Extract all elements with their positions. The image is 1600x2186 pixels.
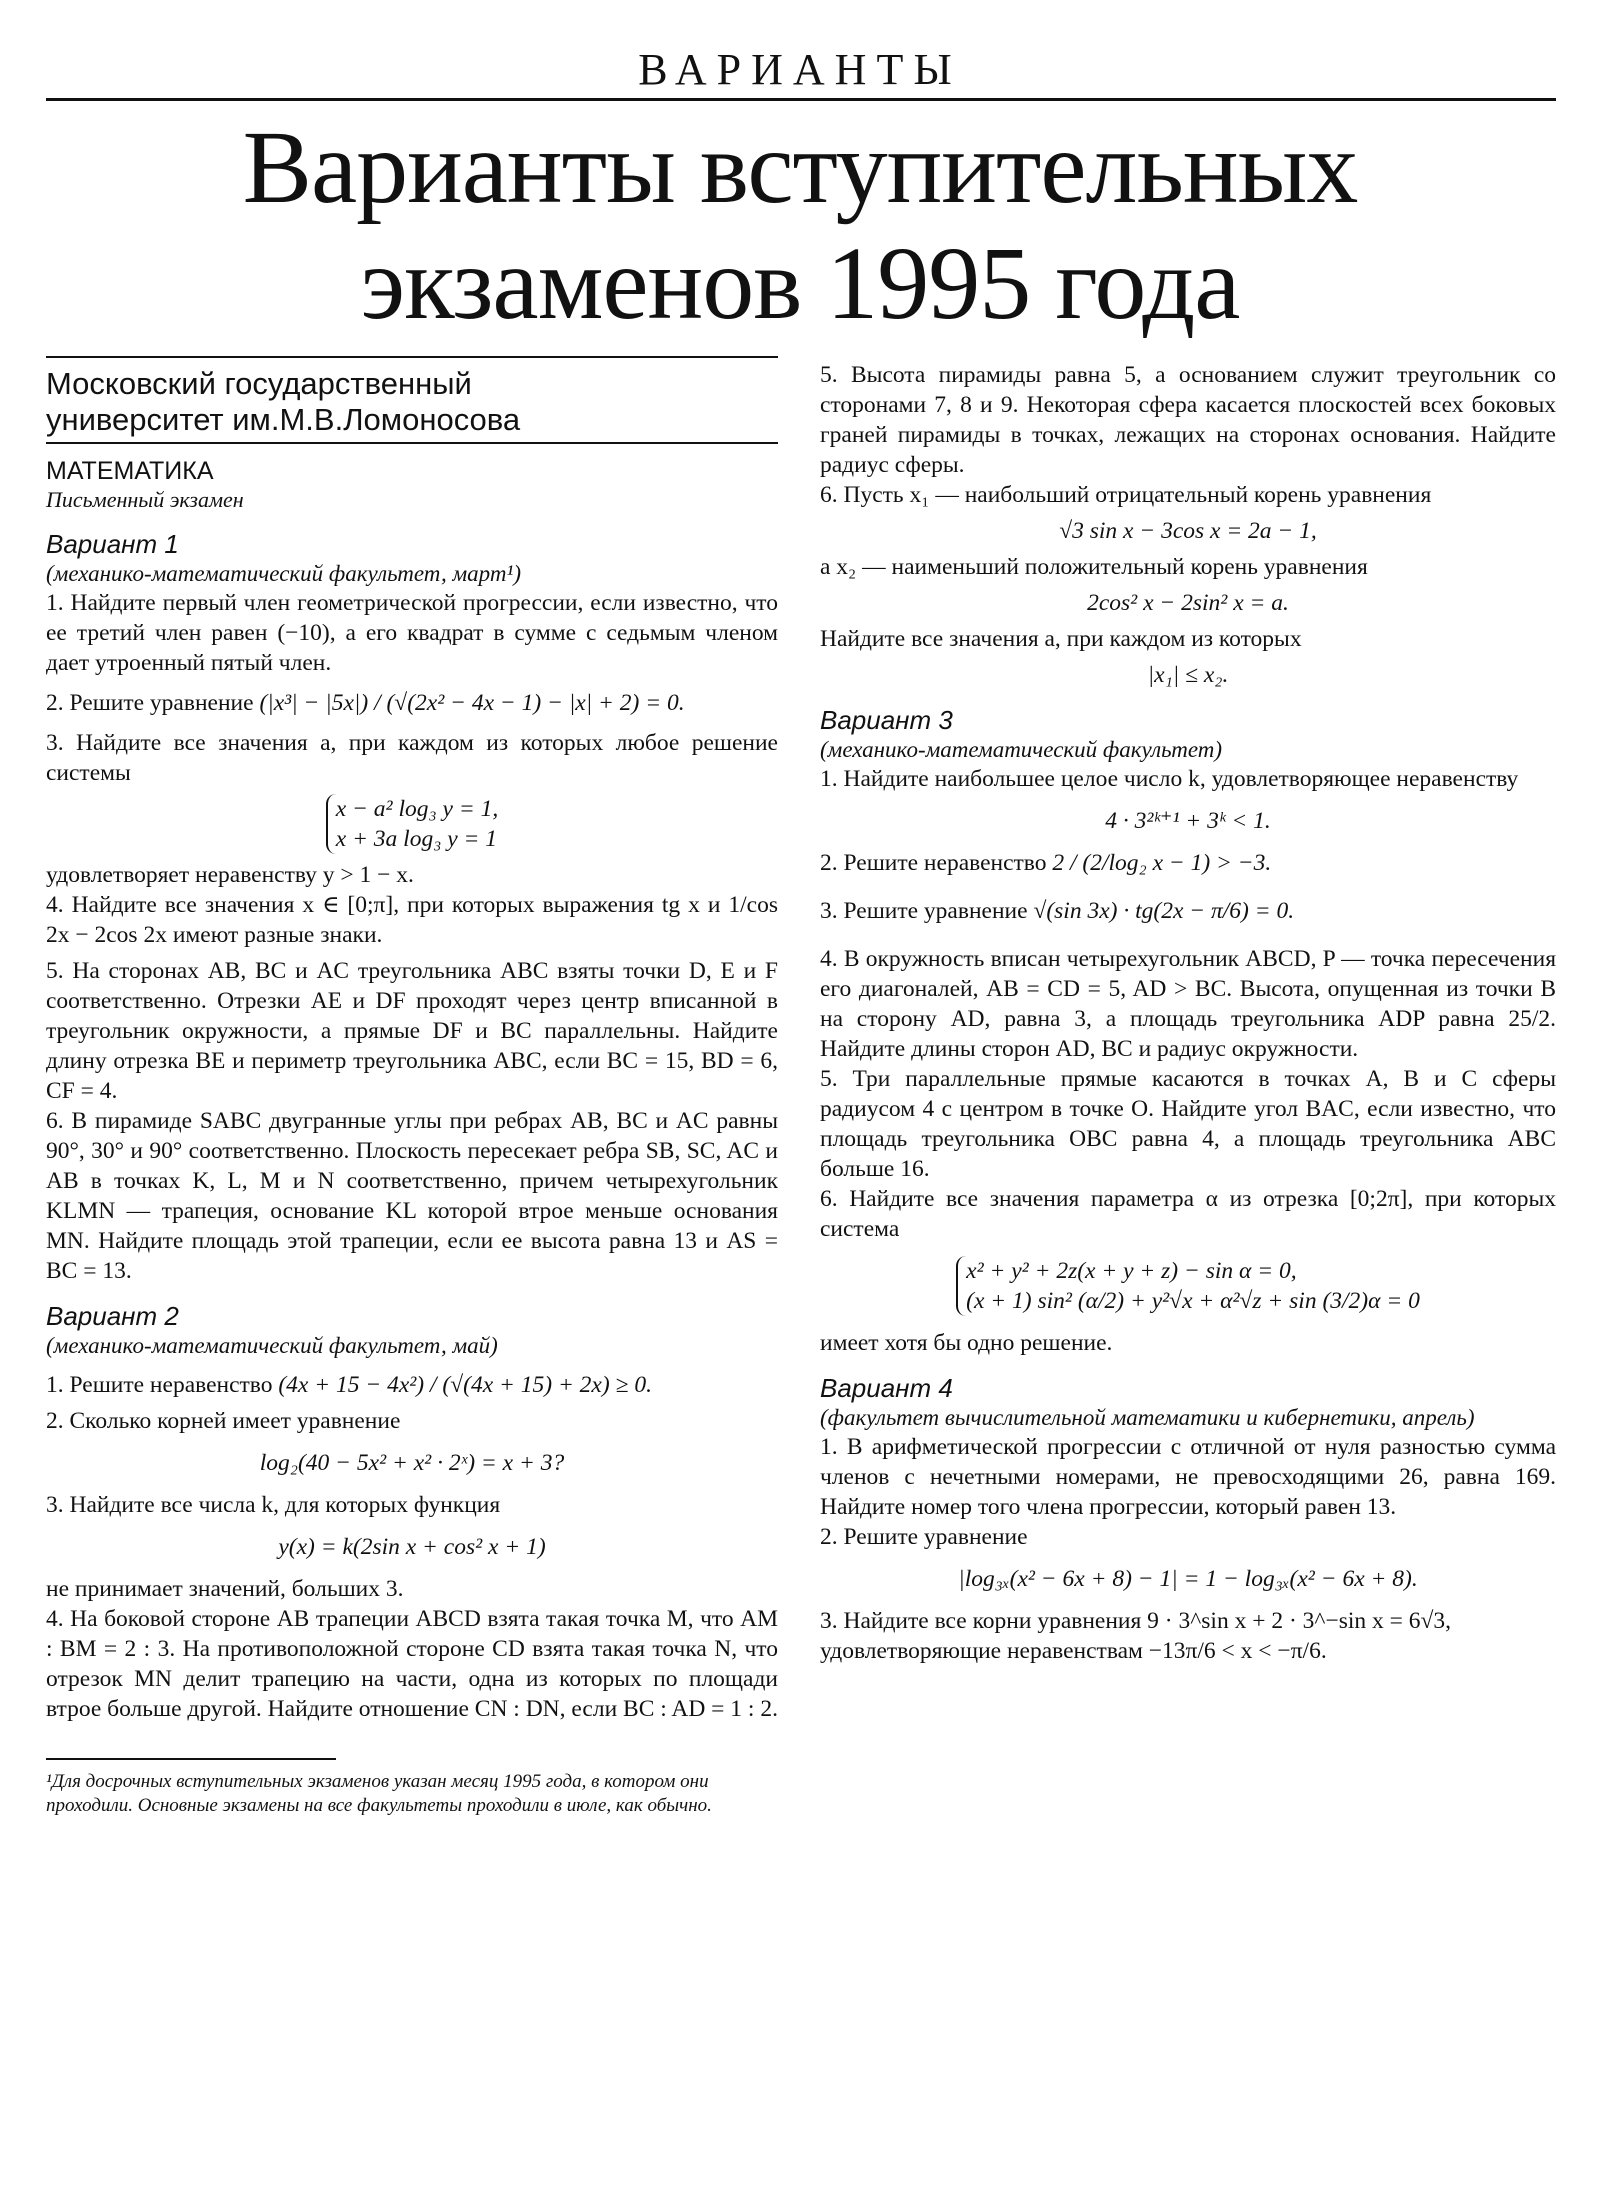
system-brace: [326, 794, 498, 854]
v1-problem-6-formula-2: 2cos² x − 2sin² x = a.: [1087, 590, 1289, 616]
subject-heading: МАТЕМАТИКА: [46, 457, 214, 485]
v3-problem-3: [820, 896, 1556, 926]
system-eq-1: x² + y² + 2z(x + y + z) − sin α = 0,: [966, 1258, 1297, 1284]
v2-problem-3-formula: y(x) = k(2sin x + cos² x + 1): [278, 1534, 546, 1560]
system-eq-2: x + 3a log₃ y = 1: [335, 826, 498, 852]
university-name-line-1: Московский государственный: [46, 366, 472, 401]
exam-type: Письменный экзамен: [46, 487, 244, 512]
v2-problem-4: 4. На боковой стороне AB трапеции ABCD взята такая точка M, что AM : BM = 2 : 3. На противоположной стороне CD взята такая точка N, что отрезок MN делит трапецию на части, одна из которых по площади втрое больше другой. Найдите отношение CN : DN, если BC : AD = 1 : 2.: [46, 1606, 778, 1722]
v4-problem-3: 3. Найдите все корни уравнения 9 · 3^sin x + 2 · 3^−sin x = 6√3,: [820, 1608, 1452, 1634]
university-block: [46, 356, 778, 444]
v2-problem-1-formula: (4x + 15 − 4x²) / (√(4x + 15) + 2x) ≥ 0.: [278, 1372, 652, 1398]
v3-problem-3-text: 3. Решите уравнение: [820, 898, 1028, 924]
v1-problem-6: 6. В пирамиде SABC двугранные углы при ребрах AB, BC и AC равны 90°, 30° и 90° соответственно. Плоскость пересекает ребра SB, SC, AC и AB в точках K, L, M и N соответственно, причем четырехугольник KLMN — трапеция, основание KL которой втрое меньше основания MN. Найдите площадь этой трапеции, если ее высота равна 13 и AS = BC = 13.: [46, 1108, 778, 1284]
v1-problem-4: 4. Найдите все значения x ∈ [0;π], при которых выражения tg x и 1/cos 2x − 2cos 2x имеют разные знаки.: [46, 892, 778, 948]
variant-1-title: Вариант 1: [46, 529, 179, 559]
v2-problem-2: 2. Сколько корней имеет уравнение: [46, 1408, 401, 1434]
variant-3-subtitle: (механико-математический факультет): [820, 737, 1223, 762]
v1-problem-1: 1. Найдите первый член геометрической прогрессии, если известно, что ее третий член равен (−10), а его квадрат в сумме с седьмым членом дает утроенный пятый член.: [46, 590, 778, 676]
title-line-2: экзаменов 1995 года: [360, 226, 1240, 341]
v1-problem-3: 3. Найдите все значения a, при каждом из которых любое решение системы: [46, 730, 778, 786]
v3-problem-1: 1. Найдите наибольшее целое число k, удовлетворяющее неравенству: [820, 766, 1519, 792]
v1-problem-5-cont: 5. Высота пирамиды равна 5, а основанием служит треугольник со сторонами 7, 8 и 9. Некоторая сфера касается плоскостей всех боковых граней пирамиды в точках, лежащих на сторонах основания. Найдите радиус сферы.: [820, 362, 1556, 478]
right-column: [820, 360, 1556, 1666]
v2-problem-2-formula: log₂(40 − 5x² + x² · 2ˣ) = x + 3?: [259, 1450, 565, 1476]
v3-problem-2-text: 2. Решите неравенство: [820, 850, 1047, 876]
v1-problem-3-tail: удовлетворяет неравенству y > 1 − x.: [46, 862, 414, 888]
left-column: [46, 356, 778, 1818]
footnote: ¹Для досрочных вступительных экзаменов указан месяц 1995 года, в котором они проходили. Основные экзамены на все факультеты проходили в июле, как обычно.: [46, 1771, 712, 1816]
v3-problem-6-system: [820, 1256, 1556, 1316]
header-rule: [46, 98, 1556, 101]
system-eq-2: (x + 1) sin² (α/2) + y²√x + α²√z + sin (3/2)α = 0: [966, 1288, 1420, 1314]
v4-problem-2-formula: |log₃ₓ(x² − 6x + 8) − 1| = 1 − log₃ₓ(x² − 6x + 8).: [958, 1566, 1418, 1592]
v1-problem-3-system: [46, 794, 778, 854]
v4-problem-1: 1. В арифметической прогрессии с отличной от нуля разностью сумма членов с нечетными номерами, не превосходящими 26, равна 169. Найдите номер того члена прогрессии, который равен 13.: [820, 1434, 1556, 1520]
v3-problem-2-formula: 2 / (2/log₂ x − 1) > −3.: [1052, 850, 1272, 876]
v2-problem-3-tail: не принимает значений, больших 3.: [46, 1576, 404, 1602]
v3-problem-6-tail: имеет хотя бы одно решение.: [820, 1330, 1113, 1356]
v1-problem-6-cont: 6. Пусть x₁ — наибольший отрицательный корень уравнения: [820, 482, 1432, 508]
variant-2-subtitle: (механико-математический факультет, май): [46, 1333, 498, 1358]
v2-problem-1-text: 1. Решите неравенство: [46, 1372, 273, 1398]
v1-problem-5: 5. На сторонах AB, BC и AC треугольника ABC взяты точки D, E и F соответственно. Отрезки AE и DF проходят через центр вписанной в треугольник окружности, а прямые DF и BC параллельны. Найдите длину отрезка BE и периметр треугольника ABC, если BC = 15, BD = 6, CF = 4.: [46, 958, 778, 1104]
v2-problem-3: 3. Найдите все числа k, для которых функция: [46, 1492, 501, 1518]
v3-problem-3-formula: √(sin 3x) · tg(2x − π/6) = 0.: [1033, 898, 1295, 924]
university-name-line-2: университет им.М.В.Ломоносова: [46, 402, 521, 437]
v1-problem-6-mid: а x₂ — наименьший положительный корень уравнения: [820, 554, 1368, 580]
variant-2-title: Вариант 2: [46, 1301, 179, 1331]
v2-problem-1: [46, 1370, 778, 1400]
v3-problem-4: 4. В окружность вписан четырехугольник ABCD, P — точка пересечения его диагоналей, AB = CD = 5, AD > BC. Высота, опущенная из точки B на сторону AD, равна 3, а площадь треугольника ADP равна 25/2. Найдите длины сторон AD, BC и радиус окружности.: [820, 946, 1556, 1062]
v3-problem-6: 6. Найдите все значения параметра α из отрезка [0;2π], при которых система: [820, 1186, 1556, 1242]
v1-problem-2-text: 2. Решите уравнение: [46, 690, 254, 716]
v1-problem-6-formula-3: |x₁| ≤ x₂.: [1147, 662, 1229, 688]
variant-3-title: Вариант 3: [820, 705, 953, 735]
v4-problem-3-tail: удовлетворяющие неравенствам −13π/6 < x < −π/6.: [820, 1638, 1327, 1664]
v3-problem-1-formula: 4 · 3²ᵏ⁺¹ + 3ᵏ < 1.: [1105, 808, 1271, 834]
v1-problem-2: [46, 688, 778, 718]
section-header: ВАРИАНТЫ: [638, 45, 962, 94]
title-line-1: Варианты вступительных: [242, 110, 1358, 225]
v1-problem-2-formula: (|x³| − |5x|) / (√(2x² − 4x − 1) − |x| + 2) = 0.: [259, 690, 685, 716]
variant-4-subtitle: (факультет вычислительной математики и кибернетики, апрель): [820, 1405, 1475, 1430]
system-brace: [956, 1256, 1420, 1316]
variant-4-title: Вариант 4: [820, 1373, 953, 1403]
v3-problem-5: 5. Три параллельные прямые касаются в точках A, B и C сферы радиусом 4 с центром в точке O. Найдите угол BAC, если известно, что площадь треугольника OBC равна 4, а площадь треугольника ABC больше 16.: [820, 1066, 1556, 1182]
v1-problem-6-formula-1: √3 sin x − 3cos x = 2a − 1,: [1059, 518, 1317, 544]
system-eq-1: x − a² log₃ y = 1,: [335, 796, 499, 822]
v3-problem-2: [820, 848, 1556, 878]
v1-problem-6-tail: Найдите все значения a, при каждом из которых: [820, 626, 1302, 652]
footnote-rule: [46, 1758, 336, 1760]
page-title: [0, 110, 1600, 342]
variant-1-subtitle: (механико-математический факультет, март¹): [46, 561, 522, 586]
v4-problem-2: 2. Решите уравнение: [820, 1524, 1028, 1550]
